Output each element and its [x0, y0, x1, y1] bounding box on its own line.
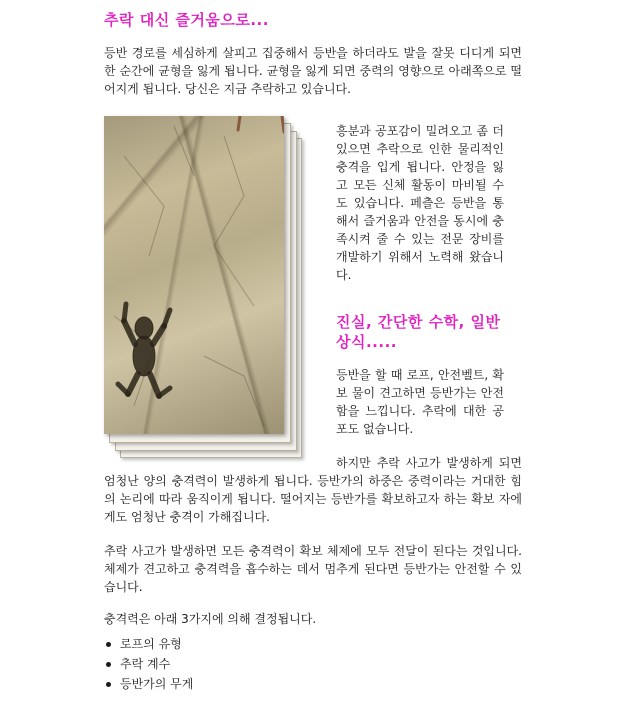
climber-shadow-photo [104, 116, 284, 434]
safety-paragraph: 등반을 할 때 로프, 안전벨트, 확보 물이 견고하면 등반가는 안전함을 느낍니다. 추락에 대한 공포도 없습니다. [336, 368, 504, 436]
fear-paragraph: 흥분과 공포감이 밀려오고 좀 더 있으면 추락으로 인한 물리적인 충격을 입게 됩니다. 안정을 잃고 모든 신체 활동이 마비될 수 도 있습니다. 페츨은 등반을 통해서 즐거움과 안전을 동시에 충족시켜 줄 수 있는 전문 장비를 개발하기 위해서 노력해 왔습니다. [336, 124, 504, 282]
impact-factors-list [104, 634, 193, 694]
intro-paragraph: 등반 경로를 세심하게 살피고 집중해서 등반을 하더라도 발을 잘못 디디게 되면 한 순간에 균형을 잃게 됩니다. 균형을 잃게 되면 중력의 영향으로 아래쪽으로 떨어지게 됩니다. 당신은 지금 추락하고 있습니다. [104, 46, 522, 96]
list-item [104, 634, 193, 654]
climber-shadow-illustration [104, 116, 284, 434]
list-item-label: 로프의 유형 [120, 637, 182, 651]
section-title-truth: 진실, 간단한 수학, 일반 상식..... [336, 313, 501, 351]
list-item [104, 654, 193, 674]
belay-transfer-paragraph: 추락 사고가 발생하면 모든 충격력이 확보 체제에 모두 전달이 된다는 것입니다. 체제가 견고하고 충격력을 흡수하는 데서 멈추게 된다면 등반가는 안전할 수 있습니다. [104, 544, 522, 594]
climber-photo-frame [104, 116, 304, 458]
list-item-label: 등반가의 무게 [120, 677, 194, 691]
list-item-label: 추락 계수 [120, 657, 171, 671]
section-title-fall: 추락 대신 즐거움으로... [104, 11, 269, 29]
factors-intro: 충격력은 아래 3가지에 의해 결정됩니다. [104, 612, 317, 626]
list-item [104, 674, 193, 694]
impact-force-paragraph: 하지만 추락 사고가 발생하게 되면 엄청난 양의 충격력이 발생하게 됩니다. 등반가의 하중은 중력이라는 거대한 힘의 논리에 따라 움직이게 됩니다. 떨어지는 등반가를 확보하고자 하는 확보 자에게도 엄청난 충격이 가해집니다. [104, 456, 522, 524]
